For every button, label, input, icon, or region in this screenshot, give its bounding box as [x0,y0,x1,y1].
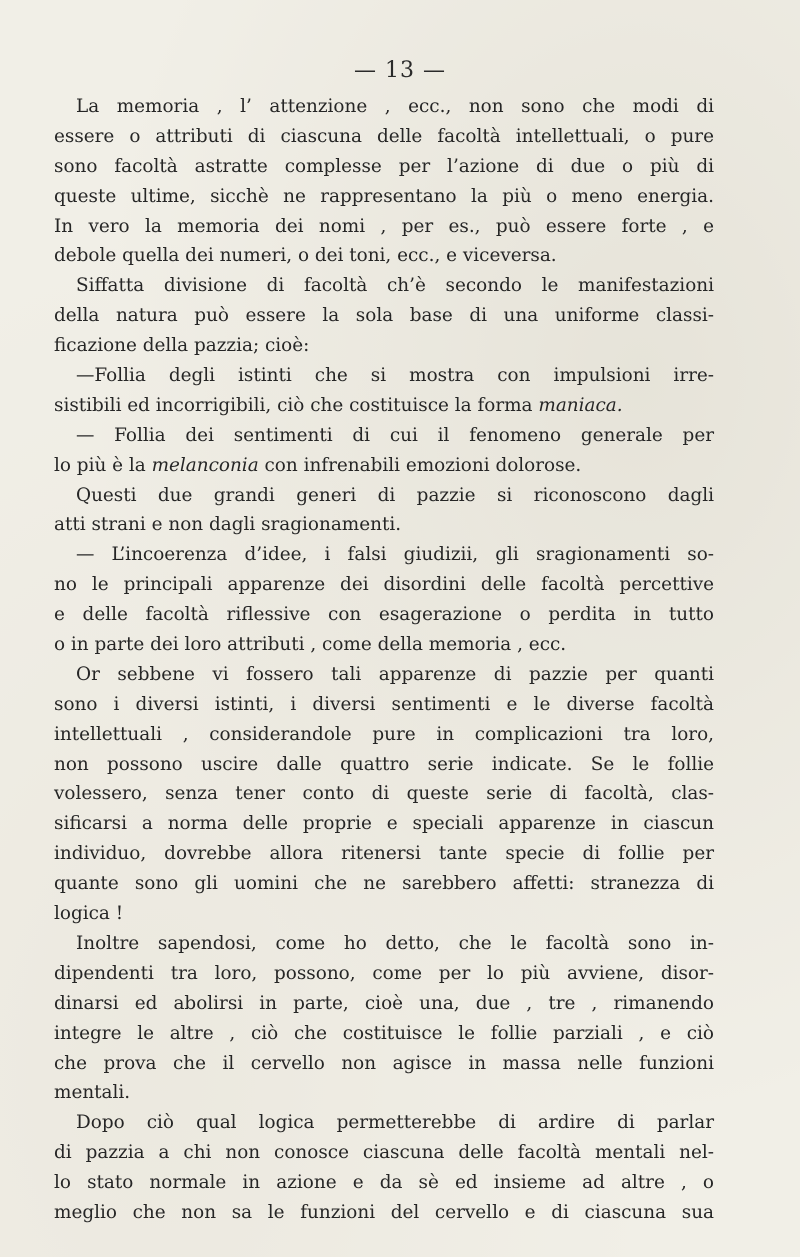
text-segment: intellettuali , considerandole pure in complicazioni tra loro, [54,723,714,745]
text-line [54,929,714,959]
text-segment: della natura può essere la sola base di una uniforme classi- [54,305,714,327]
text-line [54,1138,714,1168]
text-line [54,331,714,361]
text-segment: sificarsi a norma delle proprie e speciali apparenze in ciascun [54,813,714,835]
text-line [54,1108,714,1138]
text-line [54,301,714,331]
italic-term: melanconia [151,454,259,476]
text-line [54,361,714,391]
text-segment: atti strani e non dagli sragionamenti. [54,514,402,536]
text-segment: Inoltre sapendosi, come ho detto, che le facoltà sono in- [76,932,714,954]
text-line [54,481,714,511]
text-segment: Or sebbene vi fossero tali apparenze di pazzie per quanti [76,663,714,685]
text-line [54,391,714,421]
text-segment: no le principali apparenze dei disordini delle facoltà percettive [54,574,714,596]
page-number: — 13 — [354,58,446,83]
text-segment: dipendenti tra loro, possono, come per lo più avviene, disor- [54,962,714,984]
text-line [54,959,714,989]
text-line [54,690,714,720]
text-line [54,630,714,660]
text-segment: lo stato normale in azione e da sè ed insieme ad altre , o [54,1172,714,1194]
text-segment: sono i diversi istinti, i diversi sentimenti e le diverse facoltà [54,693,714,715]
text-segment: Dopo ciò qual logica permetterebbe di ardire di parlar [76,1112,714,1134]
italic-term: maniaca. [538,394,623,416]
text-segment: quante sono gli uomini che ne sarebbero affetti: stranezza di [54,873,714,895]
text-line [54,600,714,630]
text-segment: ficazione della pazzia; cioè: [54,335,310,357]
text-segment: e delle facoltà riflessive con esagerazione o perdita in tutto [54,604,714,626]
text-line [54,1078,714,1108]
text-segment: La memoria , l’ attenzione , ecc., non sono che modi di [76,96,714,117]
text-segment: logica ! [54,903,124,925]
text-line [54,540,714,570]
text-segment: — Follia dei sentimenti di cui il fenomeno generale per [76,424,714,446]
text-segment: lo più è la [54,454,152,476]
text-line [54,122,714,152]
text-segment: —Follia degli istinti che si mostra con impulsioni irre- [76,365,714,387]
text-line [54,869,714,899]
text-line [54,510,714,540]
text-segment: che prova che il cervello non agisce in massa nelle funzioni [54,1052,714,1074]
text-line [54,421,714,451]
text-line [54,989,714,1019]
text-line [54,182,714,212]
text-line [54,241,714,271]
text-line [54,451,714,481]
text-line [54,1198,714,1228]
text-segment: In vero la memoria dei nomi , per es., può essere forte , e [54,215,714,237]
text-segment: dinarsi ed abolirsi in parte, cioè una, due , tre , rimanendo [54,992,714,1014]
text-line [54,720,714,750]
text-line [54,1168,714,1198]
text-segment: — L’incoerenza d’idee, i falsi giudizii, gli sragionamenti so- [76,544,714,566]
text-line [54,779,714,809]
text-segment: individuo, dovrebbe allora ritenersi tante specie di follie per [54,843,714,865]
text-segment: volessero, senza tener conto di queste serie di facoltà, clas- [54,783,714,805]
text-line [54,660,714,690]
text-line [54,152,714,182]
text-segment: debole quella dei numeri, o dei toni, ecc., e viceversa. [54,245,557,267]
text-line [54,271,714,301]
text-segment: queste ultime, sicchè ne rappresentano la più o meno energia. [54,185,714,207]
text-segment: di pazzia a chi non conosce ciascuna delle facoltà mentali nel- [54,1142,714,1164]
text-line [54,570,714,600]
text-segment: non possono uscire dalle quattro serie indicate. Se le follie [54,753,714,775]
text-segment: mentali. [54,1082,131,1104]
text-line [54,1049,714,1079]
text-line [54,750,714,780]
text-segment: o in parte dei loro attributi , come della memoria , ecc. [54,634,567,656]
text-line [54,212,714,242]
body-text [54,92,714,1228]
text-segment: Questi due grandi generi di pazzie si riconoscono dagli [76,484,714,506]
text-segment: Siffatta divisione di facoltà ch’è secondo le manifestazioni [76,275,714,297]
text-segment: meglio che non sa le funzioni del cervello e di ciascuna sua [54,1201,714,1223]
text-segment: integre le altre , ciò che costituisce le follie parziali , e ciò [54,1022,714,1044]
text-line [54,809,714,839]
text-line [54,1019,714,1049]
text-segment: essere o attributi di ciascuna delle facoltà intellettuali, o pure [54,125,714,147]
text-line [54,92,714,122]
text-segment: sistibili ed incorrigibili, ciò che costituisce la forma [54,394,539,416]
text-line [54,839,714,869]
text-line [54,899,714,929]
text-segment: sono facoltà astratte complesse per l’azione di due o più di [54,155,714,177]
text-segment: con infrenabili emozioni dolorose. [258,454,582,476]
